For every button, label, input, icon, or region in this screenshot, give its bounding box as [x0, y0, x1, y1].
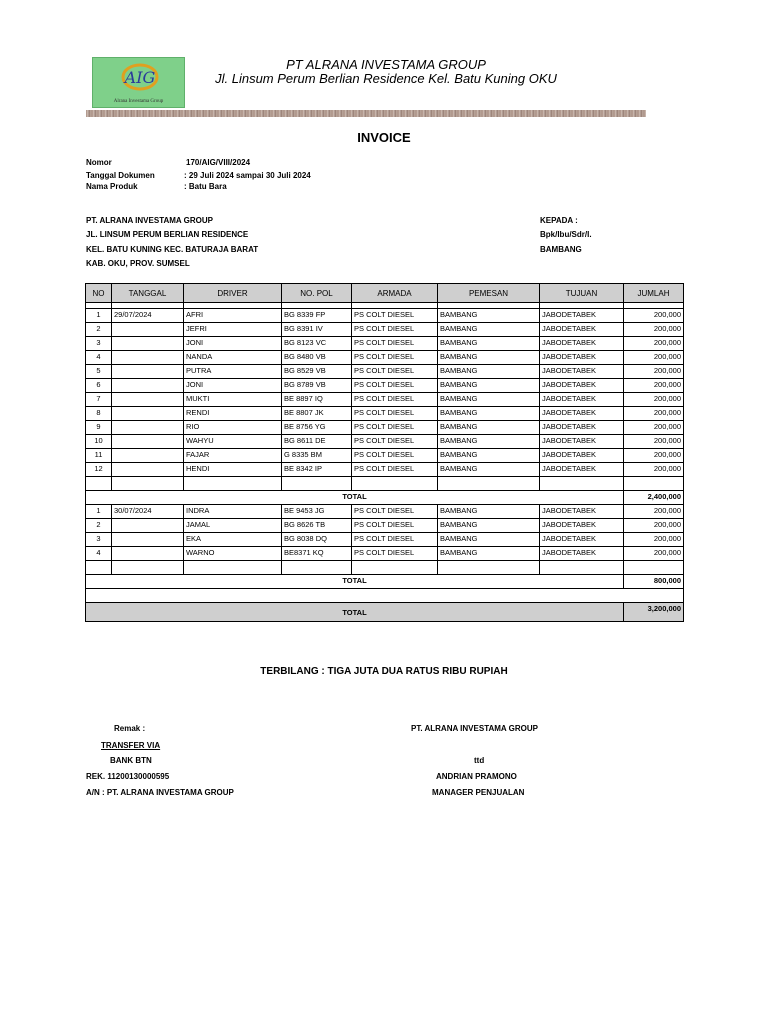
cell-jumlah: 200,000	[624, 407, 684, 421]
cell-nopol: BG 8339 FP	[282, 309, 352, 323]
cell-jumlah: 200,000	[624, 309, 684, 323]
cell-nopol: BG 8480 VB	[282, 351, 352, 365]
cell-tujuan: JABODETABEK	[540, 505, 624, 519]
cell-nopol: BG 8391 IV	[282, 323, 352, 337]
signature-company: PT. ALRANA INVESTAMA GROUP	[411, 724, 538, 733]
cell-pemesan: BAMBANG	[438, 323, 540, 337]
grand-total-label: TOTAL	[86, 603, 624, 622]
cell-driver: INDRA	[184, 505, 282, 519]
cell-tanggal	[112, 547, 184, 561]
empty-cell	[352, 561, 438, 575]
cell-pemesan: BAMBANG	[438, 351, 540, 365]
cell-nopol: BE 9453 JG	[282, 505, 352, 519]
cell-armada: PS COLT DIESEL	[352, 463, 438, 477]
cell-tanggal: 29/07/2024	[112, 309, 184, 323]
cell-nopol: BE 8342 IP	[282, 463, 352, 477]
meta-produk-label: Nama Produk	[86, 182, 138, 191]
cell-tanggal	[112, 337, 184, 351]
cell-driver: HENDI	[184, 463, 282, 477]
cell-tanggal	[112, 463, 184, 477]
cell-jumlah: 200,000	[624, 337, 684, 351]
invoice-table	[85, 283, 684, 622]
cell-driver: JONI	[184, 337, 282, 351]
cell-armada: PS COLT DIESEL	[352, 421, 438, 435]
cell-tanggal	[112, 533, 184, 547]
cell-pemesan: BAMBANG	[438, 547, 540, 561]
cell-tujuan: JABODETABEK	[540, 463, 624, 477]
table-row	[86, 533, 684, 547]
cell-no: 2	[86, 519, 112, 533]
cell-driver: JAMAL	[184, 519, 282, 533]
cell-pemesan: BAMBANG	[438, 435, 540, 449]
document-title: INVOICE	[357, 130, 411, 145]
table-row	[86, 351, 684, 365]
empty-cell	[184, 477, 282, 491]
cell-tujuan: JABODETABEK	[540, 407, 624, 421]
empty-cell	[86, 477, 112, 491]
cell-nopol: BG 8611 DE	[282, 435, 352, 449]
cell-driver: JONI	[184, 379, 282, 393]
cell-driver: JEFRI	[184, 323, 282, 337]
table-row	[86, 365, 684, 379]
cell-pemesan: BAMBANG	[438, 533, 540, 547]
cell-tujuan: JABODETABEK	[540, 337, 624, 351]
table-row	[86, 505, 684, 519]
cell-pemesan: BAMBANG	[438, 421, 540, 435]
empty-cell	[282, 561, 352, 575]
cell-tanggal	[112, 365, 184, 379]
cell-driver: NANDA	[184, 351, 282, 365]
meta-nomor-label: Nomor	[86, 158, 112, 167]
logo-letters: AIG	[124, 68, 156, 87]
cell-armada: PS COLT DIESEL	[352, 323, 438, 337]
cell-jumlah: 200,000	[624, 351, 684, 365]
cell-tanggal	[112, 393, 184, 407]
cell-armada: PS COLT DIESEL	[352, 449, 438, 463]
cell-jumlah: 200,000	[624, 463, 684, 477]
cell-no: 1	[86, 309, 112, 323]
cell-tujuan: JABODETABEK	[540, 519, 624, 533]
table-row	[86, 393, 684, 407]
cell-no: 4	[86, 547, 112, 561]
cell-driver: WARNO	[184, 547, 282, 561]
cell-armada: PS COLT DIESEL	[352, 505, 438, 519]
empty-cell	[540, 561, 624, 575]
empty-cell	[624, 477, 684, 491]
cell-driver: PUTRA	[184, 365, 282, 379]
sender-line-2: JL. LINSUM PERUM BERLIAN RESIDENCE	[86, 230, 249, 239]
cell-jumlah: 200,000	[624, 421, 684, 435]
cell-no: 3	[86, 337, 112, 351]
cell-nopol: BE 8897 IQ	[282, 393, 352, 407]
cell-nopol: BG 8038 DQ	[282, 533, 352, 547]
cell-no: 9	[86, 421, 112, 435]
empty-cell	[86, 589, 684, 603]
cell-no: 2	[86, 323, 112, 337]
cell-nopol: BG 8789 VB	[282, 379, 352, 393]
subtotal-value: 800,000	[624, 575, 684, 589]
subtotal-row-1	[86, 491, 684, 505]
cell-armada: PS COLT DIESEL	[352, 435, 438, 449]
table-row	[86, 337, 684, 351]
cell-pemesan: BAMBANG	[438, 463, 540, 477]
cell-tanggal: 30/07/2024	[112, 505, 184, 519]
cell-pemesan: BAMBANG	[438, 337, 540, 351]
table-row	[86, 463, 684, 477]
company-logo	[92, 57, 185, 108]
company-name: PT ALRANA INVESTAMA GROUP	[286, 57, 486, 72]
empty-cell	[112, 477, 184, 491]
cell-pemesan: BAMBANG	[438, 365, 540, 379]
cell-armada: PS COLT DIESEL	[352, 407, 438, 421]
empty-cell	[352, 477, 438, 491]
cell-nopol: BE8371 KQ	[282, 547, 352, 561]
cell-jumlah: 200,000	[624, 435, 684, 449]
bank-name: BANK BTN	[110, 756, 152, 765]
sender-line-3: KEL. BATU KUNING KEC. BATURAJA BARAT	[86, 245, 259, 254]
cell-no: 6	[86, 379, 112, 393]
cell-armada: PS COLT DIESEL	[352, 337, 438, 351]
subtotal-label: TOTAL	[86, 491, 624, 505]
signature-ttd: ttd	[474, 756, 485, 765]
cell-tujuan: JABODETABEK	[540, 533, 624, 547]
cell-jumlah: 200,000	[624, 533, 684, 547]
signer-position: MANAGER PENJUALAN	[432, 788, 525, 797]
empty-cell	[540, 477, 624, 491]
cell-tujuan: JABODETABEK	[540, 421, 624, 435]
cell-tanggal	[112, 323, 184, 337]
empty-cell	[438, 561, 540, 575]
subtotal-label: TOTAL	[86, 575, 624, 589]
cell-jumlah: 200,000	[624, 365, 684, 379]
subtotal-row-2	[86, 575, 684, 589]
table-row	[86, 547, 684, 561]
meta-tanggal-value: : 29 Juli 2024 sampai 30 Juli 2024	[184, 171, 311, 180]
letterhead-divider	[86, 110, 646, 117]
cell-tanggal	[112, 379, 184, 393]
cell-nopol: BG 8123 VC	[282, 337, 352, 351]
cell-nopol: G 8335 BM	[282, 449, 352, 463]
cell-tanggal	[112, 351, 184, 365]
cell-tanggal	[112, 435, 184, 449]
cell-no: 3	[86, 533, 112, 547]
empty-cell	[112, 561, 184, 575]
meta-produk-value: : Batu Bara	[184, 182, 227, 191]
logo-mark-icon	[121, 62, 159, 92]
cell-driver: EKA	[184, 533, 282, 547]
table-row	[86, 421, 684, 435]
recipient-name: BAMBANG	[540, 245, 582, 254]
cell-tujuan: JABODETABEK	[540, 393, 624, 407]
empty-cell	[184, 561, 282, 575]
cell-tujuan: JABODETABEK	[540, 351, 624, 365]
cell-armada: PS COLT DIESEL	[352, 379, 438, 393]
cell-jumlah: 200,000	[624, 519, 684, 533]
cell-pemesan: BAMBANG	[438, 393, 540, 407]
table-row	[86, 309, 684, 323]
column-header: NO. POL	[282, 284, 352, 303]
cell-no: 8	[86, 407, 112, 421]
cell-nopol: BE 8756 YG	[282, 421, 352, 435]
table-row	[86, 379, 684, 393]
cell-jumlah: 200,000	[624, 505, 684, 519]
cell-armada: PS COLT DIESEL	[352, 519, 438, 533]
cell-driver: AFRI	[184, 309, 282, 323]
cell-tujuan: JABODETABEK	[540, 365, 624, 379]
cell-jumlah: 200,000	[624, 393, 684, 407]
cell-tanggal	[112, 421, 184, 435]
cell-jumlah: 200,000	[624, 379, 684, 393]
cell-no: 4	[86, 351, 112, 365]
remak-label: Remak :	[114, 724, 146, 733]
sender-line-1: PT. ALRANA INVESTAMA GROUP	[86, 216, 213, 225]
table-empty-row	[86, 561, 684, 575]
cell-driver: MUKTI	[184, 393, 282, 407]
cell-pemesan: BAMBANG	[438, 505, 540, 519]
cell-armada: PS COLT DIESEL	[352, 309, 438, 323]
subtotal-value: 2,400,000	[624, 491, 684, 505]
cell-driver: WAHYU	[184, 435, 282, 449]
table-header-row	[86, 284, 684, 303]
empty-cell	[438, 477, 540, 491]
signer-name: ANDRIAN PRAMONO	[436, 772, 517, 781]
cell-armada: PS COLT DIESEL	[352, 533, 438, 547]
recipient-kepada: KEPADA :	[540, 216, 578, 225]
cell-jumlah: 200,000	[624, 323, 684, 337]
empty-cell	[86, 561, 112, 575]
cell-pemesan: BAMBANG	[438, 379, 540, 393]
cell-tujuan: JABODETABEK	[540, 379, 624, 393]
cell-no: 1	[86, 505, 112, 519]
recipient-salutation: Bpk/Ibu/Sdr/I.	[540, 230, 592, 239]
cell-pemesan: BAMBANG	[438, 407, 540, 421]
cell-tanggal	[112, 449, 184, 463]
column-header: PEMESAN	[438, 284, 540, 303]
cell-pemesan: BAMBANG	[438, 449, 540, 463]
cell-nopol: BG 8529 VB	[282, 365, 352, 379]
account-number: REK. 11200130000595	[86, 772, 170, 781]
table-empty-row	[86, 589, 684, 603]
cell-no: 11	[86, 449, 112, 463]
transfer-via: TRANSFER VIA	[101, 741, 161, 750]
table-row	[86, 449, 684, 463]
cell-tujuan: JABODETABEK	[540, 309, 624, 323]
meta-nomor-value: 170/AIG/VIII/2024	[186, 158, 251, 167]
terbilang: TERBILANG : TIGA JUTA DUA RATUS RIBU RUPIAH	[260, 666, 508, 677]
account-name: A/N : PT. ALRANA INVESTAMA GROUP	[86, 788, 234, 797]
sender-line-4: KAB. OKU, PROV. SUMSEL	[86, 259, 190, 268]
column-header: ARMADA	[352, 284, 438, 303]
cell-armada: PS COLT DIESEL	[352, 547, 438, 561]
cell-jumlah: 200,000	[624, 449, 684, 463]
cell-nopol: BE 8807 JK	[282, 407, 352, 421]
column-header: TANGGAL	[112, 284, 184, 303]
column-header: JUMLAH	[624, 284, 684, 303]
cell-no: 5	[86, 365, 112, 379]
meta-tanggal-label: Tanggal Dokumen	[86, 171, 155, 180]
column-header: DRIVER	[184, 284, 282, 303]
logo-caption: Alrana Investama Group	[113, 99, 164, 104]
cell-armada: PS COLT DIESEL	[352, 393, 438, 407]
table-row	[86, 407, 684, 421]
cell-jumlah: 200,000	[624, 547, 684, 561]
cell-nopol: BG 8626 TB	[282, 519, 352, 533]
empty-cell	[282, 477, 352, 491]
table-empty-row	[86, 477, 684, 491]
cell-driver: RIO	[184, 421, 282, 435]
table-row	[86, 323, 684, 337]
cell-armada: PS COLT DIESEL	[352, 351, 438, 365]
cell-no: 7	[86, 393, 112, 407]
company-address: Jl. Linsum Perum Berlian Residence Kel. Batu Kuning OKU	[215, 71, 557, 86]
cell-tujuan: JABODETABEK	[540, 547, 624, 561]
table-row	[86, 435, 684, 449]
cell-tujuan: JABODETABEK	[540, 323, 624, 337]
grand-total-row	[86, 603, 684, 622]
column-header: TUJUAN	[540, 284, 624, 303]
cell-no: 12	[86, 463, 112, 477]
cell-no: 10	[86, 435, 112, 449]
cell-tanggal	[112, 407, 184, 421]
table-row	[86, 519, 684, 533]
cell-pemesan: BAMBANG	[438, 309, 540, 323]
cell-tujuan: JABODETABEK	[540, 449, 624, 463]
cell-driver: FAJAR	[184, 449, 282, 463]
cell-driver: RENDI	[184, 407, 282, 421]
cell-pemesan: BAMBANG	[438, 519, 540, 533]
column-header: NO	[86, 284, 112, 303]
cell-armada: PS COLT DIESEL	[352, 365, 438, 379]
empty-cell	[624, 561, 684, 575]
cell-tujuan: JABODETABEK	[540, 435, 624, 449]
cell-tanggal	[112, 519, 184, 533]
grand-total-value: 3,200,000	[624, 603, 684, 622]
